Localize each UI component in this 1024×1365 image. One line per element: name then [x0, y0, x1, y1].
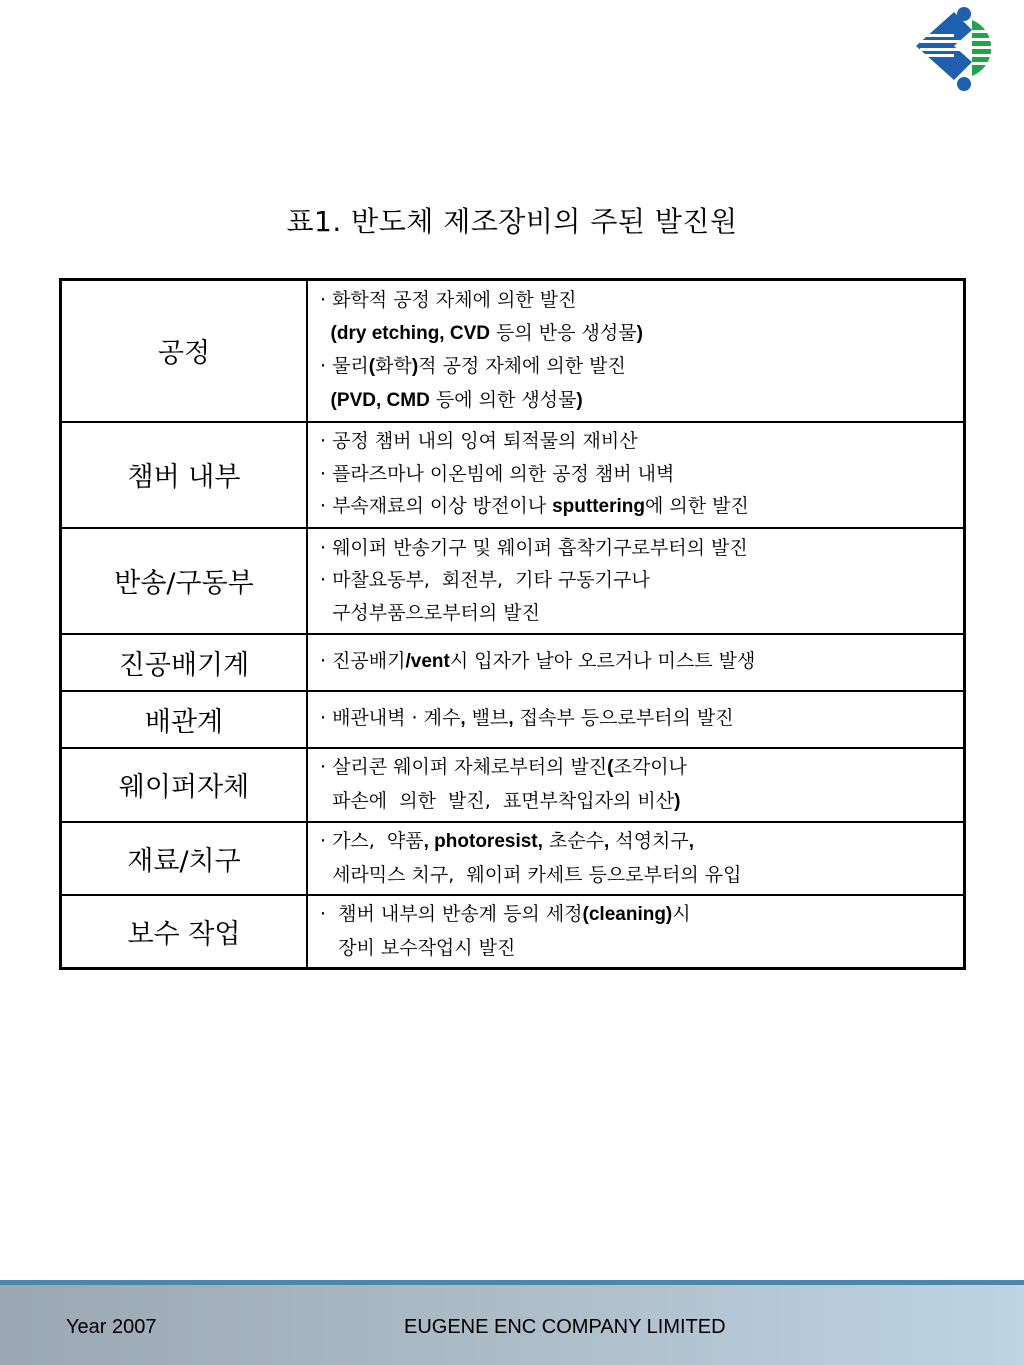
text-segment: PVD, CMD	[336, 389, 430, 411]
row-category: 공정	[61, 280, 308, 422]
description-line	[320, 859, 963, 892]
text-segment: · 부속재료의 이상 방전이나	[320, 495, 553, 518]
description-line	[320, 645, 963, 679]
text-segment: · 공정 챔버 내의 잉여 퇴적물의 재비산	[320, 430, 638, 453]
row-description	[307, 634, 965, 691]
text-segment: · 챔버 내부의 반송계 등의 세정	[320, 903, 583, 926]
row-category: 배관계	[61, 691, 308, 748]
text-segment: 시 입자가 날아 오르거나 미스트 발생	[449, 650, 756, 673]
table-row	[61, 748, 965, 822]
particle-source-table	[59, 278, 966, 970]
description-line	[320, 425, 963, 458]
description-line	[320, 284, 963, 317]
text-segment: 에 의한 발진	[644, 495, 749, 518]
row-description	[307, 748, 965, 822]
text-segment: 초순수	[542, 830, 605, 852]
table-row	[61, 822, 965, 895]
description-line	[320, 532, 963, 565]
description-line	[320, 384, 963, 418]
page-title: 표1. 반도체 제조장비의 주된 발진원	[286, 205, 738, 238]
text-segment: /vent	[405, 651, 450, 673]
description-line	[320, 702, 963, 736]
row-category: 챔버 내부	[61, 422, 308, 528]
text-segment: 접속부 등으로부터의 발진	[513, 707, 734, 730]
text-segment: 등에 의한 생성물	[429, 388, 577, 411]
text-segment: )	[411, 356, 419, 378]
text-segment: 장비 보수작업시 발진	[320, 936, 516, 959]
text-segment: (	[607, 757, 614, 778]
text-segment: 조각이나	[613, 756, 687, 778]
text-segment: (	[368, 356, 376, 378]
description-line	[320, 597, 963, 630]
row-description	[307, 280, 965, 422]
row-category: 반송/구동부	[61, 528, 308, 634]
description-line	[320, 932, 963, 965]
description-line	[320, 785, 963, 819]
text-segment: sputtering	[552, 496, 645, 518]
description-line	[320, 490, 963, 524]
row-description	[307, 528, 965, 634]
text-segment: dry etching, CVD	[336, 322, 490, 344]
text-segment: (cleaning)	[582, 904, 673, 926]
description-line	[320, 458, 963, 491]
text-segment: · 살리콘 웨이퍼 자체로부터의 발진	[320, 756, 608, 778]
row-description	[307, 822, 965, 895]
text-segment: 화학	[375, 355, 412, 378]
text-segment: · 가스, 약품	[320, 830, 424, 852]
table-row	[61, 634, 965, 691]
row-category: 보수 작업	[61, 895, 308, 969]
text-segment: 적 공정 자체에 의한 발진	[418, 355, 626, 378]
table-row	[61, 528, 965, 634]
description-line	[320, 564, 963, 597]
text-segment: · 웨이퍼 반송기구 및 웨이퍼 흡착기구로부터의 발진	[320, 536, 748, 559]
text-segment: )	[674, 790, 681, 812]
description-line	[320, 825, 963, 859]
text-segment: · 마찰요동부, 회전부, 기타 구동기구나	[320, 569, 650, 592]
text-segment: · 배관내벽 · 계수	[320, 707, 461, 730]
text-segment: , photoresist,	[423, 831, 543, 852]
text-segment: ,	[460, 708, 466, 730]
description-line	[320, 350, 963, 384]
row-category: 진공배기계	[61, 634, 308, 691]
footer-year: Year 2007	[66, 1316, 157, 1338]
text-segment: 석영치구	[609, 830, 689, 852]
text-segment: 밸브	[465, 707, 509, 730]
footer-company: EUGENE ENC COMPANY LIMITED	[404, 1316, 726, 1338]
text-segment: · 플라즈마나 이온빔에 의한 공정 챔버 내벽	[320, 462, 675, 485]
text-segment: (	[320, 322, 337, 344]
text-segment: · 화학적 공정 자체에 의한 발진	[320, 289, 577, 312]
text-segment: ,	[604, 831, 610, 852]
text-segment: )	[636, 322, 643, 344]
description-line	[320, 317, 963, 351]
table-row	[61, 280, 965, 422]
table-row	[61, 422, 965, 528]
description-line	[320, 898, 963, 932]
text-segment: 세라믹스 치구, 웨이퍼 카세트 등으로부터의 유입	[320, 863, 742, 886]
text-segment: ,	[508, 708, 514, 730]
text-segment: ,	[688, 831, 695, 852]
text-segment: 등의 반응 생성물	[489, 321, 637, 344]
text-segment: )	[576, 389, 583, 411]
row-description	[307, 691, 965, 748]
row-category: 웨이퍼자체	[61, 748, 308, 822]
table-row	[61, 895, 965, 969]
text-segment: · 물리	[320, 355, 369, 378]
text-segment: 구성부품으로부터의 발진	[320, 601, 541, 624]
text-segment: · 진공배기	[320, 650, 406, 673]
text-segment: 파손에 의한 발진, 표면부착입자의 비산	[320, 789, 675, 812]
text-segment: (	[320, 389, 337, 411]
description-line	[320, 751, 963, 785]
row-description	[307, 895, 965, 969]
row-description	[307, 422, 965, 528]
table-row	[61, 691, 965, 748]
row-category: 재료/치구	[61, 822, 308, 895]
company-logo-icon	[914, 4, 1018, 94]
text-segment: 시	[672, 903, 691, 926]
